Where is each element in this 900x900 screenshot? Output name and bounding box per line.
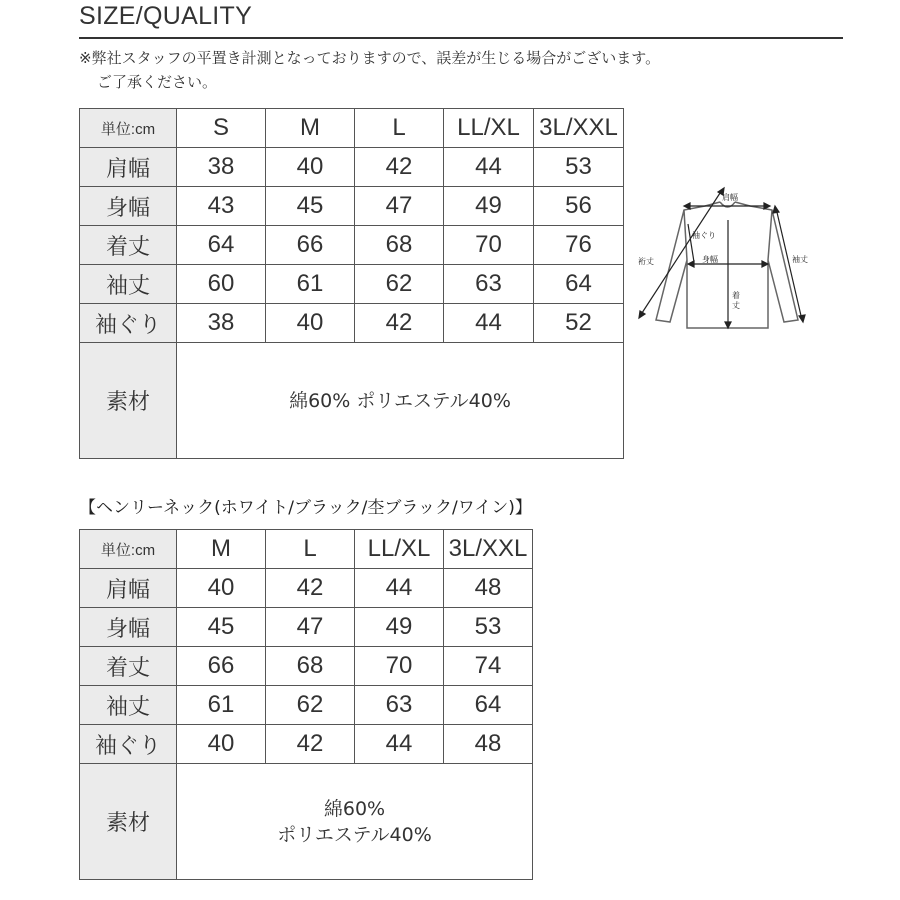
table-row xyxy=(80,265,624,304)
measurement-cell: 38 xyxy=(177,148,266,187)
diagram-label-sleeve: 袖丈 xyxy=(792,255,808,264)
material-line-1: 綿60% xyxy=(323,797,386,820)
measurement-cell: 42 xyxy=(266,725,355,764)
measurement-cell: 45 xyxy=(177,608,266,647)
size-column-header: M xyxy=(177,530,266,569)
table-row xyxy=(80,226,624,265)
measurement-cell: 53 xyxy=(534,148,624,187)
unit-cell: 単位:cm xyxy=(80,109,177,148)
title-divider xyxy=(79,37,843,39)
measurement-cell: 64 xyxy=(534,265,624,304)
measurement-note xyxy=(79,46,849,94)
material-line-2: ポリエステル40% xyxy=(277,823,432,846)
row-label: 身幅 xyxy=(80,187,177,226)
material-value: 綿60% ポリエステル40% xyxy=(177,343,624,459)
measurement-cell: 44 xyxy=(444,304,534,343)
material-label: 素材 xyxy=(80,764,177,880)
measurement-cell: 61 xyxy=(266,265,355,304)
measurement-cell: 45 xyxy=(266,187,355,226)
size-column-header: S xyxy=(177,109,266,148)
size-column-header: LL/XL xyxy=(355,530,444,569)
table-row xyxy=(80,725,533,764)
measurement-cell: 62 xyxy=(355,265,444,304)
size-table-standard xyxy=(79,108,624,459)
unit-cell: 単位:cm xyxy=(80,530,177,569)
row-label: 袖ぐり xyxy=(80,725,177,764)
table-row xyxy=(80,686,533,725)
measurement-cell: 47 xyxy=(355,187,444,226)
shirt-measurement-diagram-icon xyxy=(632,180,822,340)
diagram-label-width: 身幅 xyxy=(702,255,718,264)
size-header-row xyxy=(80,530,533,569)
measurement-cell: 49 xyxy=(355,608,444,647)
page-title: SIZE/QUALITY xyxy=(79,2,253,30)
measurement-cell: 49 xyxy=(444,187,534,226)
measurement-cell: 76 xyxy=(534,226,624,265)
diagram-label-yuki: 裄丈 xyxy=(638,257,654,266)
row-label: 着丈 xyxy=(80,647,177,686)
material-row xyxy=(80,343,624,459)
size-column-header: M xyxy=(266,109,355,148)
measurement-cell: 53 xyxy=(444,608,533,647)
table-row xyxy=(80,148,624,187)
note-line-1: ※弊社スタッフの平置き計測となっておりますので、誤差が生じる場合がございます。 xyxy=(79,49,661,67)
row-label: 袖丈 xyxy=(80,265,177,304)
measurement-cell: 40 xyxy=(266,304,355,343)
measurement-cell: 70 xyxy=(355,647,444,686)
measurement-cell: 44 xyxy=(355,569,444,608)
measurement-cell: 43 xyxy=(177,187,266,226)
measurement-cell: 64 xyxy=(444,686,533,725)
size-column-header: 3L/XXL xyxy=(534,109,624,148)
measurement-cell: 66 xyxy=(177,647,266,686)
measurement-cell: 40 xyxy=(177,725,266,764)
henley-section-title: 【ヘンリーネック(ホワイト/ブラック/杢ブラック/ワイン)】 xyxy=(79,498,532,518)
diagram-label-shoulder: 肩幅 xyxy=(722,193,738,202)
row-label: 袖丈 xyxy=(80,686,177,725)
measurement-cell: 63 xyxy=(355,686,444,725)
measurement-cell: 68 xyxy=(355,226,444,265)
material-value xyxy=(177,764,533,880)
measurement-cell: 44 xyxy=(355,725,444,764)
measurement-cell: 56 xyxy=(534,187,624,226)
size-table-henley xyxy=(79,529,533,880)
diagram-label-length-bottom: 丈 xyxy=(732,301,740,310)
measurement-cell: 64 xyxy=(177,226,266,265)
row-label: 着丈 xyxy=(80,226,177,265)
measurement-cell: 61 xyxy=(177,686,266,725)
material-row xyxy=(80,764,533,880)
measurement-cell: 70 xyxy=(444,226,534,265)
table-row xyxy=(80,187,624,226)
size-column-header: L xyxy=(266,530,355,569)
note-line-2: ご了承ください。 xyxy=(97,73,218,91)
diagram-label-armhole: 袖ぐり xyxy=(692,231,716,240)
material-label: 素材 xyxy=(80,343,177,459)
row-label: 身幅 xyxy=(80,608,177,647)
measurement-cell: 52 xyxy=(534,304,624,343)
measurement-cell: 42 xyxy=(266,569,355,608)
size-column-header: L xyxy=(355,109,444,148)
measurement-cell: 60 xyxy=(177,265,266,304)
diagram-label-length-top: 着 xyxy=(732,291,740,300)
measurement-cell: 74 xyxy=(444,647,533,686)
measurement-cell: 48 xyxy=(444,725,533,764)
measurement-cell: 63 xyxy=(444,265,534,304)
measurement-cell: 40 xyxy=(177,569,266,608)
table-row xyxy=(80,569,533,608)
measurement-cell: 38 xyxy=(177,304,266,343)
row-label: 袖ぐり xyxy=(80,304,177,343)
measurement-cell: 42 xyxy=(355,304,444,343)
measurement-cell: 66 xyxy=(266,226,355,265)
measurement-cell: 62 xyxy=(266,686,355,725)
measurement-cell: 44 xyxy=(444,148,534,187)
row-label: 肩幅 xyxy=(80,569,177,608)
measurement-cell: 48 xyxy=(444,569,533,608)
measurement-cell: 42 xyxy=(355,148,444,187)
row-label: 肩幅 xyxy=(80,148,177,187)
table-row xyxy=(80,608,533,647)
size-column-header: LL/XL xyxy=(444,109,534,148)
table-row xyxy=(80,647,533,686)
table-row xyxy=(80,304,624,343)
measurement-cell: 40 xyxy=(266,148,355,187)
measurement-cell: 47 xyxy=(266,608,355,647)
size-column-header: 3L/XXL xyxy=(444,530,533,569)
measurement-cell: 68 xyxy=(266,647,355,686)
size-header-row xyxy=(80,109,624,148)
